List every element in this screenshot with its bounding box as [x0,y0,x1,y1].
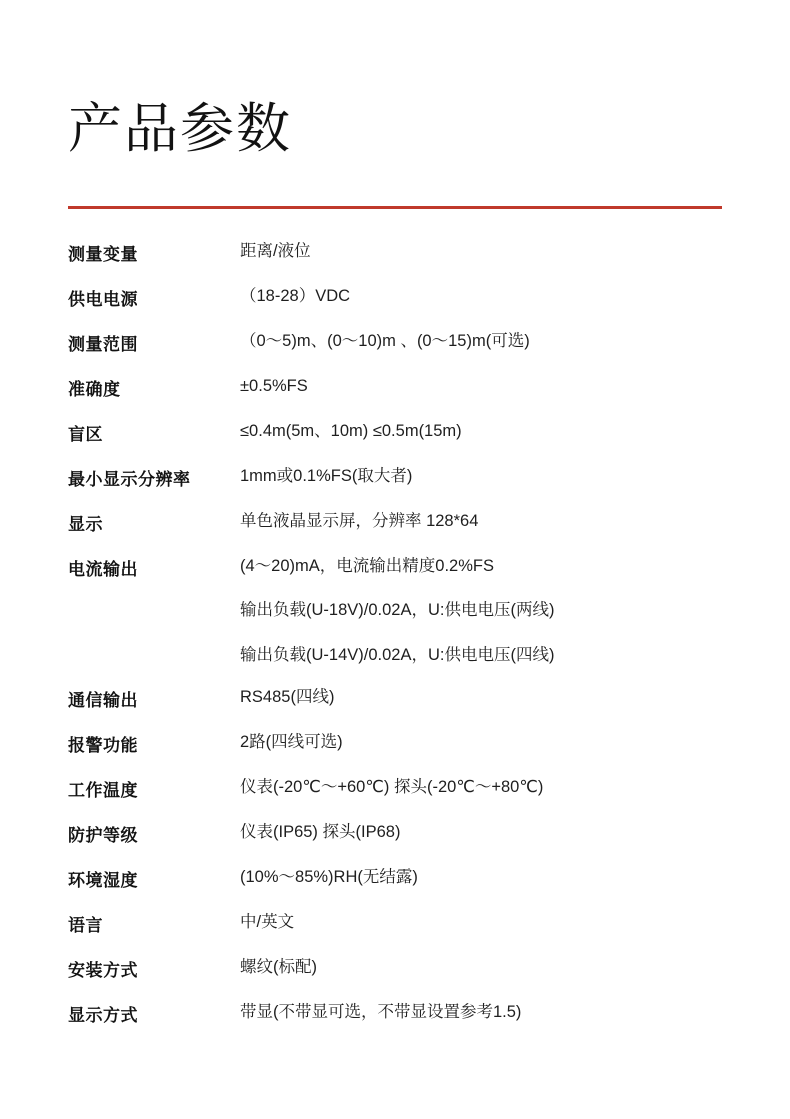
spec-value [240,465,728,510]
spec-label: 最小显示分辨率 [68,470,191,489]
spec-value [240,821,728,866]
table-row [68,555,728,686]
table-row [68,956,728,1001]
table-row [68,285,728,330]
spec-value [240,375,728,420]
spec-value-line: 距离/液位 [240,242,311,260]
table-row [68,911,728,956]
spec-value-line: （0～5)m、(0～10)m 、(0～15)m(可选) [240,332,530,350]
spec-value [240,956,728,1001]
spec-value-line: （18-28）VDC [240,287,351,305]
spec-value [240,555,728,686]
spec-value [240,240,728,285]
spec-value-line: 单色液晶显示屏，分辨率 128*64 [240,512,479,530]
spec-value-line: 输出负载(U-18V)/0.02A，U:供电电压(两线) [240,601,555,620]
spec-label: 工作温度 [68,780,138,800]
spec-value [240,330,728,375]
spec-label: 准确度 [68,380,121,399]
spec-value-line: 螺纹(标配) [240,957,317,976]
spec-label: 测量变量 [68,245,138,264]
title-divider [68,206,722,209]
table-row [68,1001,728,1046]
spec-value-line: 仪表(-20℃～+60℃) 探头(-20℃～+80℃) [240,777,544,796]
spec-label: 语言 [68,915,103,935]
table-row [68,510,728,555]
spec-label: 盲区 [68,425,103,444]
spec-value-line: ±0.5%FS [240,377,308,395]
table-row [68,686,728,731]
spec-value [240,1001,728,1046]
spec-value [240,510,728,555]
spec-value-line: 仪表(IP65) 探头(IP68) [240,822,401,841]
spec-value-line: 带显(不带显可选，不带显设置参考1.5) [240,1002,522,1021]
spec-value-line: 1mm或0.1%FS(取大者) [240,467,413,485]
spec-table [68,240,728,1046]
spec-label: 显示方式 [68,1005,138,1025]
spec-label: 供电电源 [68,290,138,309]
spec-value [240,686,728,731]
spec-value-line: RS485(四线) [240,687,335,706]
spec-value [240,731,728,776]
spec-value-line: 中/英文 [240,912,295,931]
spec-table-body [68,240,728,1046]
spec-value [240,776,728,821]
spec-label: 环境湿度 [68,870,138,890]
table-row [68,866,728,911]
spec-label: 报警功能 [68,735,138,755]
spec-label: 通信输出 [68,690,138,710]
spec-value-line: 输出负载(U-14V)/0.02A，U:供电电压(四线) [240,645,555,664]
table-row [68,731,728,776]
table-row [68,240,728,285]
spec-value-line: ≤0.4m(5m、10m) ≤0.5m(15m) [240,422,462,440]
spec-value-line: 2路(四线可选) [240,732,343,751]
table-row [68,375,728,420]
spec-label: 安装方式 [68,960,138,980]
spec-value [240,420,728,465]
page-title: 产品参数 [68,99,292,159]
spec-value-line: (4～20)mA，电流输出精度0.2%FS [240,557,494,575]
spec-value-line: (10%～85%)RH(无结露) [240,867,418,886]
spec-value [240,866,728,911]
table-row [68,330,728,375]
spec-label: 防护等级 [68,825,138,845]
spec-label: 显示 [68,515,103,534]
table-row [68,465,728,510]
table-row [68,776,728,821]
spec-value [240,285,728,330]
spec-label: 电流输出 [68,560,138,579]
table-row [68,420,728,465]
spec-value [240,911,728,956]
table-row [68,821,728,866]
spec-label: 测量范围 [68,335,138,354]
